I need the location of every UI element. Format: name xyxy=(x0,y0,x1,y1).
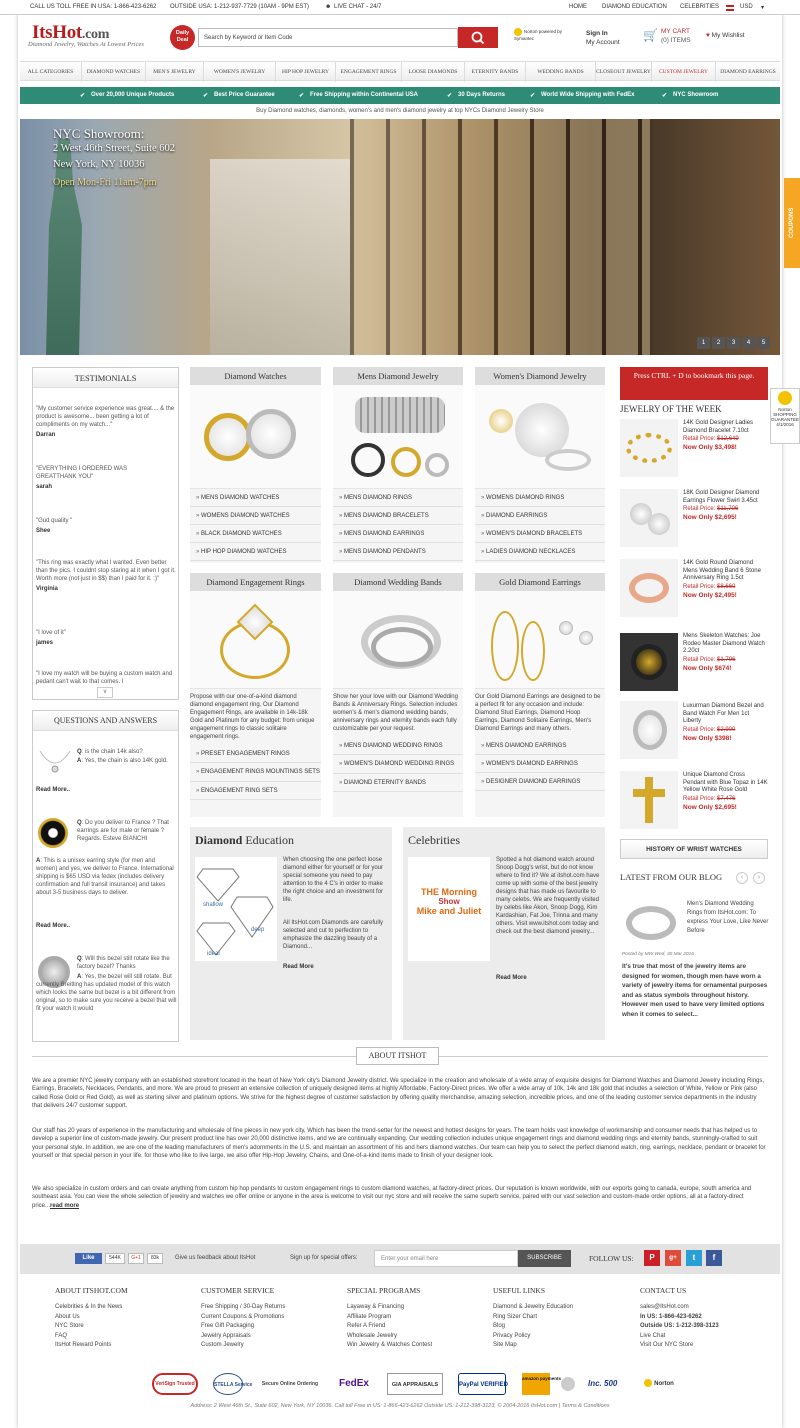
qa-question: Q: Will this bezel still rotate like the factory bezel? Thanks xyxy=(77,956,170,970)
slide-dot-5[interactable]: 5 xyxy=(757,337,770,349)
footer-link[interactable]: ItsHot Reward Points xyxy=(55,1342,112,1348)
stud-earring-image xyxy=(559,621,573,635)
pinterest-icon[interactable]: P xyxy=(644,1250,660,1266)
us-flag-icon xyxy=(726,5,734,11)
testimonial-item: "Gud quality " Shee xyxy=(36,518,73,534)
testimonials-box xyxy=(32,367,179,700)
product-image[interactable] xyxy=(620,701,678,759)
nav-item-closeout[interactable]: CLOSEOUT JEWELRY xyxy=(596,62,652,82)
nav-item-eternity-bands[interactable]: ETERNITY BANDS xyxy=(465,62,526,82)
category-card-wedding-bands xyxy=(333,573,463,817)
slide-dot-4[interactable]: 4 xyxy=(742,337,755,349)
deep-label: deep xyxy=(251,927,265,933)
cart-icon: 🛒 xyxy=(643,28,658,42)
hero-city: New York, NY 10036 xyxy=(53,159,145,170)
diamond-cut-diagram xyxy=(195,857,277,961)
top-link-education[interactable]: DIAMOND EDUCATION xyxy=(602,4,667,10)
card-description: Show her your love with our Diamond Wedding Bands & Anniversary Rings. Selection includes women's & men's diamond wedding bands, anniversary rings and eternity bands each fully customizable per your request. xyxy=(333,694,458,732)
footer-link[interactable]: About Us xyxy=(55,1314,80,1320)
engagement-ring-image[interactable] xyxy=(190,591,321,689)
card-title[interactable]: Diamond Watches xyxy=(190,367,321,385)
currency-select[interactable]: USD xyxy=(740,4,753,10)
bookmark-banner: Press CTRL + D to bookmark this page. xyxy=(620,367,768,400)
mens-jewelry-image[interactable] xyxy=(333,385,463,489)
nav-item-wedding-bands[interactable]: WEDDING BANDS xyxy=(526,62,596,82)
footer-col-title: CUSTOMER SERVICE xyxy=(201,1286,275,1295)
card-link[interactable]: » LADIES DIAMOND NECKLACES xyxy=(475,543,605,561)
footer-link[interactable]: Ring Sizer Chart xyxy=(493,1314,538,1320)
qa-answer: A: Yes, the chain is also 14K gold. xyxy=(77,758,168,764)
about-paragraph: Our staff has 20 years of experience in the manufacturing and wholesale of fine pieces in new york city, Which has been the trend-setter for the newest and hottest designs for years. The team holds vast knowledge of workmanship and consumer needs that has helped us to develop a superior line of custom-made jewelry. Our present product line has over 20,000 distinctive items, and we are continually expanding. Our wedding collection includes unique engagement rings and diamond wedding rings and eternity bands, stunningly-crafted to suit your personal style. In addition, we are one of the leading manufacturers of men's adornments in the U.S. and maintain an assortment of his and hers diamond watches. Our team can help you to select the perfect diamond watch, ring, earrings, necklace, pendant or bracelet for yourself or that special person in your life. for those who like to live large, we also offer Hip-Hop Jewelry, Chains, and One-of-a-kind items made to finish of your designer look. xyxy=(32,1128,766,1159)
about-paragraph: We also specialize in custom orders and can create anything from custom hip hop pendants to custom engagement rings to custom diamond watches, at factory-direct prices. Our reputation is known worldwide, with our exports going to canada, europe, south america and southeast asia. You can view the whole selection of jewelry and watches we offer online or anyone in the area is welcome to visit our nyc store and will receive the same superb service, paired with our vast selection and custom-made order options, all at a factory-direct price...read more xyxy=(32,1186,752,1209)
shallow-label: shallow xyxy=(203,902,224,908)
cart-count: (0) ITEMS xyxy=(661,37,691,44)
slide-dot-1[interactable]: 1 xyxy=(697,337,710,349)
outside-usa-phone[interactable]: OUTSIDE USA: 1-212-937-7729 (10AM - 9PM EST) xyxy=(170,4,310,10)
inc-500-logo: Inc. 500 xyxy=(588,1379,618,1388)
footer-link[interactable]: Wholesale Jewelry xyxy=(347,1333,398,1339)
footer-col-title: USEFUL LINKS xyxy=(493,1286,546,1295)
education-read-more[interactable]: Read More xyxy=(283,964,314,970)
product-retail: Retail Price: $7,476 xyxy=(683,795,736,802)
nav-item-hip-hop[interactable]: HIP HOP JEWELRY xyxy=(276,62,336,82)
footer-link[interactable]: Free Gift Packaging xyxy=(201,1323,255,1329)
hoop-earring-image xyxy=(521,621,545,681)
product-image[interactable] xyxy=(620,419,678,477)
card-link[interactable]: » DIAMOND EARRINGS xyxy=(475,507,605,525)
footer-link[interactable]: Affiliate Program xyxy=(347,1314,392,1320)
footer-email-link[interactable]: sales@ItsHot.com xyxy=(640,1304,689,1310)
product-name[interactable]: 18K Gold Designer Diamond Earrings Flower Swirl 3.45ct xyxy=(683,490,760,504)
tagline: Diamond Jewelry, Watches At Lowest Prices xyxy=(28,41,144,48)
footer-link[interactable]: Jewelry Appraisals xyxy=(201,1333,251,1339)
education-box xyxy=(190,827,392,1040)
usp-item: Free Shipping within Continental USA xyxy=(310,92,418,98)
signup-label: Sign up for special offers: xyxy=(290,1255,358,1261)
follow-us-label: FOLLOW US: xyxy=(589,1254,634,1263)
qa-box xyxy=(32,710,179,1042)
product-item[interactable] xyxy=(683,490,768,521)
twitter-icon[interactable]: t xyxy=(686,1250,702,1266)
coupons-tab[interactable]: COUPONS xyxy=(784,178,800,268)
product-price: Now Only $2,495! xyxy=(683,591,737,599)
silver-ring-image xyxy=(425,453,449,477)
person-icon: ☻ xyxy=(325,4,332,10)
copyright: Address: 2 West 46th St., Suite 602, New York, NY 10036. Call toll Free in US: 1-866-423-6262 Outside US: 1-212-398-3123. © 2004-2016 ItsHot.com | Terms & Conditions xyxy=(190,1403,610,1409)
showroom-shelves-image xyxy=(350,119,650,355)
read-more-link[interactable]: Read More.. xyxy=(36,787,71,793)
category-card-womens-jewelry xyxy=(475,367,605,563)
cross-image xyxy=(645,777,653,823)
product-item[interactable] xyxy=(683,420,768,451)
footer-phone-intl[interactable]: Outside US: 1-212-398-3123 xyxy=(640,1323,719,1329)
hero-address: 2 West 46th Street, Suite 602 xyxy=(53,143,176,154)
footer-phone-us[interactable]: In US: 1-866-423-6262 xyxy=(640,1314,702,1320)
product-price: Now Only $2,695! xyxy=(683,803,737,811)
search-icon xyxy=(458,27,498,48)
nav-item-mens-jewelry[interactable]: MEN'S JEWELRY xyxy=(146,62,204,82)
top-link-home[interactable]: HOME xyxy=(569,4,587,10)
chevron-left-icon[interactable]: ‹ xyxy=(736,872,748,884)
card-link[interactable]: » ENGAGEMENT RINGS MOUNTINGS SETS xyxy=(190,763,321,782)
norton-seal: Norton powered by Symantec xyxy=(514,29,563,41)
footer-link[interactable]: Site Map xyxy=(493,1342,517,1348)
nav-item-diamond-watches[interactable]: DIAMOND WATCHES xyxy=(82,62,146,82)
cross-image xyxy=(633,789,665,797)
footer-live-chat[interactable]: Live Chat xyxy=(640,1333,666,1339)
product-image[interactable] xyxy=(620,771,678,829)
card-link[interactable]: » WOMEN'S DIAMOND BRACELETS xyxy=(475,525,605,543)
gplus-count: 83k xyxy=(147,1253,163,1264)
testimonials-title: TESTIMONIALS xyxy=(33,368,178,388)
blog-thumbnail[interactable] xyxy=(622,896,680,948)
usp-item: 30 Days Returns xyxy=(458,92,506,98)
footer-link[interactable]: Diamond & Jewelry Education xyxy=(493,1304,574,1310)
black-ring-image xyxy=(351,443,385,477)
check-icon: ✔ xyxy=(447,93,453,99)
about-paragraph: We are a premier NYC jewelry company with an established storefront located in the heart of New York city's Diamond Jewelry district. We specialize in the creation and wholesale of a wide array of exquisite designs for Diamond Watches and Diamond Jewelry including Rings, Earrings, Bracelets, Necklaces, Pendants, and more. We are proud to present an extensive collection of uniquely designed items at highly Affordable, Factory-Direct prices. We offer a wide array of 10k, 14k and 18k gold that includes a selection of White, Yellow or Pink (also called Rose Gold or Red Gold), as well as sterling silver and platinum options. We strive for the highest degree of customer satisfaction by offering quality merchandise, amazing selection, incredible prices, and one of the leading customer service departments in the industry that delivers 24/7 customer support. xyxy=(32,1078,765,1109)
card-link[interactable]: » DIAMOND ETERNITY BANDS xyxy=(333,774,463,792)
product-price: Now Only $3,498! xyxy=(683,444,737,451)
nav-item-all-categories[interactable]: ALL CATEGORIES xyxy=(20,62,82,82)
product-item[interactable] xyxy=(683,560,768,599)
heart-icon: ♥ xyxy=(706,32,710,39)
product-retail: Retail Price: $11,706 xyxy=(683,506,739,512)
top-bar xyxy=(0,0,800,15)
morning-show-logo: THE Morning Show Mike and Juliet xyxy=(408,857,490,961)
band-small-image xyxy=(371,627,433,667)
card-link[interactable]: » ENGAGEMENT RING SETS xyxy=(190,782,321,800)
blog-excerpt: It's true that most of the jewelry items are designed for women, though men have worn a variety of jewelry items for ornamental purposes and as status symbols throughout history. However men used to have very limited options when it comes to select... xyxy=(622,963,768,1018)
facebook-like-button[interactable]: Like xyxy=(75,1253,102,1264)
card-description: Our Gold Diamond Earrings are designed to be a perfect fit for any occasion and include: Diamond Stud Earrings, Diamond Hoop Earrings, Diamond Solitaire Earrings, Men's Diamond Earrings and many others. xyxy=(475,694,601,732)
bracelet-image xyxy=(355,397,445,433)
product-price: Now Only $398! xyxy=(683,734,732,742)
card-link[interactable]: » WOMENS DIAMOND WATCHES xyxy=(190,507,321,525)
usp-item: World Wide Shipping with FedEx xyxy=(541,92,635,98)
nav-item-loose-diamonds[interactable]: LOOSE DIAMONDS xyxy=(402,62,465,82)
celebrities-box xyxy=(403,827,605,1040)
wishlist-label: My Wishlist xyxy=(711,32,745,39)
product-item[interactable] xyxy=(683,703,768,742)
card-link[interactable]: » MENS DIAMOND BRACELETS xyxy=(333,507,463,525)
fedex-logo: FedEx xyxy=(338,1378,369,1389)
card-link[interactable]: » MENS DIAMOND EARRINGS xyxy=(333,525,463,543)
check-icon: ✔ xyxy=(80,93,86,99)
paypal-verified-seal[interactable]: PayPal VERIFIED xyxy=(458,1373,506,1395)
card-link[interactable]: » HIP HOP DIAMOND WATCHES xyxy=(190,543,321,561)
statue-of-liberty-image xyxy=(34,139,94,355)
footer-link[interactable]: NYC Store xyxy=(55,1323,84,1329)
feedback-link[interactable]: Give us feedback about ItsHot xyxy=(175,1255,256,1261)
footer-col-title: CONTACT US xyxy=(640,1286,687,1295)
qa-answer: A: This is a unisex earring style (for men and women) and yes, we deliver to France. International shipping is $65 USD via fedex (includes delivery confirmation and full transit insurance) and takes about 3-5 business days to deliver. xyxy=(36,858,174,896)
blog-meta: Posted by MW Wed, 30 Mar 2016 xyxy=(622,952,694,957)
product-retail: Retail Price: $2,900 xyxy=(683,726,736,733)
testimonial-item: "I love my watch will be buying a custom watch and pedant can't wait to that comes. I xyxy=(36,671,173,685)
skeleton-watch-image xyxy=(631,644,667,680)
footer-link[interactable]: Custom Jewelry xyxy=(201,1342,244,1348)
usp-item: Over 20,000 Unique Products xyxy=(91,92,175,98)
blog-post-title[interactable]: Men's Diamond Wedding Rings from ItsHot.com: To express Your Love, Like Never Before xyxy=(687,901,769,934)
qa-title: QUESTIONS AND ANSWERS xyxy=(33,711,178,731)
facebook-icon[interactable]: f xyxy=(706,1250,722,1266)
testimonial-item: "My customer service experience was great.... & the product is awesome... been getting a lot of compliments on my watch..." Darran xyxy=(36,406,175,438)
celebrities-text: Spotted a hot diamond watch around Snoop Dogg's wrist, but do not know where to find it? We at itshot.com have come up with some of the best jewelry designs that has made us favourite to many celebs. We are frequently visited by celebs like Akon, Snoop Dogg, Kim Kardashian, Fat Joe, Trinna and many others. Visit www.itshot.com today and check out the best diamond jewelry... xyxy=(496,857,600,935)
main-nav xyxy=(20,61,780,81)
footer-link[interactable]: Privacy Policy xyxy=(493,1333,531,1339)
check-icon: ✔ xyxy=(662,93,668,99)
card-link[interactable]: » PRESET ENGAGEMENT RINGS xyxy=(190,745,321,763)
chevron-down-icon: ▾ xyxy=(761,5,765,11)
gold-ring-image xyxy=(391,447,421,477)
bracelet-image xyxy=(626,433,672,463)
footer-link[interactable]: Blog xyxy=(493,1323,506,1329)
product-name[interactable]: Luxurman Diamond Bezel and Band Watch For Men 1ct Liberty xyxy=(683,703,764,724)
watch-display-image xyxy=(652,119,780,355)
necklace-thumbnail xyxy=(36,747,74,777)
check-icon: ✔ xyxy=(203,93,209,99)
watches-image[interactable] xyxy=(190,385,321,489)
card-link[interactable]: » WOMEN'S DIAMOND WEDDING RINGS xyxy=(333,755,463,774)
card-link[interactable]: » WOMENS DIAMOND RINGS xyxy=(475,489,605,507)
footer-link[interactable]: Refer A Friend xyxy=(347,1323,386,1329)
search-input[interactable]: Search by Keyword or Item Code xyxy=(198,28,458,47)
gia-appraisals-seal[interactable]: GIA APPRAISALS xyxy=(387,1373,443,1395)
chevron-right-icon[interactable]: › xyxy=(753,872,765,884)
education-text: All ItsHot.com Diamonds are carefully selected and cut to perfection to emphasize the dazzling beauty of a Diamond... xyxy=(283,920,384,950)
footer-col-title: SPECIAL PROGRAMS xyxy=(347,1286,421,1295)
product-name[interactable]: 14K Gold Round Diamond Mens Wedding Band 6 Stone Anniversary Ring 1.5ct xyxy=(683,560,761,581)
check-icon: ✔ xyxy=(530,93,536,99)
product-price: Now Only $674! xyxy=(683,664,732,672)
product-item[interactable] xyxy=(683,633,768,672)
education-title[interactable]: Diamond Education xyxy=(195,833,294,847)
footer-link[interactable]: Free Shipping / 30-Day Returns xyxy=(201,1304,286,1310)
wedding-band-image[interactable] xyxy=(333,591,463,689)
display-case-image xyxy=(210,159,350,355)
norton-guarantee-badge[interactable]: Norton SHOPPING GUARANTEE 4/1/2016 xyxy=(770,388,800,444)
usp-item[interactable]: NYC Showroom xyxy=(673,92,719,98)
live-chat-link[interactable]: LIVE CHAT - 24/7 xyxy=(334,4,382,10)
cart-label: MY CART xyxy=(661,28,691,35)
card-link[interactable]: » MENS DIAMOND WATCHES xyxy=(190,489,321,507)
product-retail: Retail Price: $12,649 xyxy=(683,436,739,442)
product-image[interactable] xyxy=(620,559,678,617)
top-link-celebrities[interactable]: CELEBRITIES xyxy=(680,4,720,10)
product-price: Now Only $2,695! xyxy=(683,514,737,521)
footer-visit-store[interactable]: Visit Our NYC Store xyxy=(640,1342,694,1348)
norton-check-icon xyxy=(514,28,522,36)
footer-link[interactable]: Win Jewelry & Watches Contest xyxy=(347,1342,433,1348)
testimonial-item: "This ring was exactly what I wanted. Even better than the pics. I couldnt stop staring at it when I got it. Worth more (not just in $$) than I paid for it. :)" Virginia xyxy=(36,560,176,592)
card-link[interactable]: » WOMEN'S DIAMOND EARRINGS xyxy=(475,755,605,773)
card-title[interactable]: Gold Diamond Earrings xyxy=(475,573,605,591)
testimonial-item: "I love of it" james xyxy=(36,630,66,646)
card-title[interactable]: Diamond Engagement Rings xyxy=(190,573,321,591)
silver-watch-image xyxy=(633,710,667,750)
education-text: When choosing the one perfect loose diamond either for yourself or for your special someone you need to pay attention to the 4 C's in order to make the right choice and an investment for life. xyxy=(283,857,384,903)
hero-hours: Open Mon-Fri 11am-7pm xyxy=(53,177,157,188)
slide-dot-2[interactable]: 2 xyxy=(712,337,725,349)
rss-icon[interactable] xyxy=(561,1377,575,1391)
verisign-seal[interactable]: VeriSign Trusted xyxy=(152,1373,198,1395)
like-count: 544K xyxy=(105,1253,125,1264)
search-button[interactable] xyxy=(458,27,498,48)
footer-link[interactable]: Celebrities & In the News xyxy=(55,1304,123,1310)
silver-band-image xyxy=(545,449,591,471)
check-icon: ✔ xyxy=(299,93,305,99)
nav-item-custom-jewelry[interactable]: CUSTOM JEWELRY xyxy=(652,62,716,82)
earring-image xyxy=(648,513,670,535)
card-description: Propose with our one-of-a-kind diamond diamond engagement ring. Our Diamond Engagement Rings, are available in 14k-18k Gold and Platinum for any budget: from unique engagement rings to classic solitaire engagement rings. xyxy=(190,694,315,740)
product-image[interactable] xyxy=(620,633,678,691)
wedding-ring-image xyxy=(626,906,676,940)
google-plus-one-button[interactable]: G+1 xyxy=(128,1253,144,1264)
scroll-down-icon[interactable]: ∨ xyxy=(97,687,113,698)
qa-question: Q: Do you deliver to France ? That earrings are for male or female ? Regards. Esteve BIANCHI xyxy=(77,820,169,842)
category-card-diamond-watches xyxy=(190,367,321,563)
stella-service-seal[interactable]: STELLA Service xyxy=(213,1373,243,1395)
history-of-watches-button[interactable]: HISTORY OF WRIST WATCHES xyxy=(620,839,768,859)
subscribe-button[interactable]: SUBSCRIBE xyxy=(518,1250,571,1267)
qa-question: Q: is the chain 14k also? xyxy=(77,749,143,755)
gold-earrings-image[interactable] xyxy=(475,591,605,689)
email-field[interactable]: Enter your email here xyxy=(374,1250,518,1267)
silver-watch-image xyxy=(246,409,296,459)
rose-gold-band-image xyxy=(629,573,669,603)
sub-headline: Buy Diamond watches, diamonds, women's and men's diamond jewelry at top NYCs Diamond Jewelry Store xyxy=(256,108,544,114)
ideal-label: ideal xyxy=(207,951,220,957)
norton-check-icon xyxy=(778,391,792,405)
womens-jewelry-image[interactable] xyxy=(475,385,605,489)
product-name[interactable]: Mens Skeleton Watches: Joe Rodeo Master Diamond Watch 2.20ct xyxy=(683,633,765,654)
stud-earring-image xyxy=(579,631,593,645)
google-plus-icon[interactable]: g+ xyxy=(665,1250,681,1266)
footer-col-title: ABOUT ITSHOT.COM xyxy=(55,1286,128,1295)
qa-answer: A: Yes, the bezel will still rotate. But currently Breitling has updated model of this watch which looks the same but bezel is a bit different from original, so to make sure you receive a bezel that will fit your watch it would xyxy=(36,974,177,1012)
read-more-link[interactable]: Read More.. xyxy=(36,923,71,929)
usp-bar xyxy=(20,87,780,104)
hero-banner[interactable] xyxy=(20,119,780,355)
category-card-mens-jewelry xyxy=(333,367,463,563)
flower-earring-image xyxy=(489,409,513,433)
nav-item-diamond-earrings[interactable]: DIAMOND EARRINGS xyxy=(720,69,776,75)
secure-ordering-seal: Secure Online Ordering xyxy=(261,1381,319,1387)
logo-text: ItsHot xyxy=(32,22,82,43)
celebrities-title[interactable]: Celebrities xyxy=(408,833,460,847)
product-retail: Retail Price: $1,796 xyxy=(683,656,736,663)
hoop-earring-image xyxy=(491,611,519,681)
product-name[interactable]: Unique Diamond Cross Pendant with Blue Topaz in 14K Yellow White Rose Gold xyxy=(683,772,768,793)
usp-item: Best Price Guarantee xyxy=(214,92,275,98)
norton-check-icon xyxy=(644,1379,652,1387)
testimonial-item: "EVERYTHING I ORDERED WAS GREATTHANK YOU" sarah xyxy=(36,466,128,490)
jewelry-of-week-title: JEWELRY OF THE WEEK xyxy=(620,404,722,414)
account-block[interactable] xyxy=(586,29,620,47)
card-title[interactable]: Mens Diamond Jewelry xyxy=(333,367,463,385)
card-link[interactable]: » MENS DIAMOND EARRINGS xyxy=(475,737,605,755)
product-name[interactable]: 14K Gold Designer Ladies Diamond Bracelet 7.10ct xyxy=(683,420,754,434)
product-item[interactable] xyxy=(683,772,768,811)
card-link[interactable]: » MENS DIAMOND PENDANTS xyxy=(333,543,463,561)
product-image[interactable] xyxy=(620,489,678,547)
toll-free-phone[interactable]: CALL US TOLL FREE IN USA: 1-866-423-6262 xyxy=(30,4,157,10)
hero-title: NYC Showroom: xyxy=(53,126,145,141)
category-card-engagement-rings xyxy=(190,573,321,817)
nav-item-engagement-rings[interactable]: ENGAGEMENT RINGS xyxy=(336,62,402,82)
card-link[interactable]: » DESIGNER DIAMOND EARRINGS xyxy=(475,773,605,791)
gold-watch-image xyxy=(204,413,252,461)
cart-block[interactable] xyxy=(661,27,691,45)
logo-suffix: .com xyxy=(81,27,110,42)
product-retail: Retail Price: $8,660 xyxy=(683,583,736,590)
category-card-gold-earrings xyxy=(475,573,605,817)
card-title[interactable]: Women's Diamond Jewelry xyxy=(475,367,605,385)
daily-deal-badge[interactable]: Daily Deal xyxy=(170,25,195,50)
slide-dot-3[interactable]: 3 xyxy=(727,337,740,349)
card-link[interactable]: » MENS DIAMOND RINGS xyxy=(333,489,463,507)
blog-title: LATEST FROM OUR BLOG xyxy=(620,872,723,882)
card-title[interactable]: Diamond Wedding Bands xyxy=(333,573,463,591)
norton-footer-seal[interactable]: Norton xyxy=(633,1373,685,1395)
amazon-payments-logo: amazon payments xyxy=(522,1373,550,1395)
earring-thumbnail xyxy=(38,818,68,848)
about-title: ABOUT ITSHOT xyxy=(356,1047,439,1065)
footer-link[interactable]: FAQ xyxy=(55,1333,68,1339)
footer-link[interactable]: Current Coupons & Promotions xyxy=(201,1314,285,1320)
card-link[interactable]: » MENS DIAMOND WEDDING RINGS xyxy=(333,737,463,755)
sign-in-link[interactable]: Sign In xyxy=(586,30,608,37)
footer-link[interactable]: Layaway & Financing xyxy=(347,1304,405,1310)
nav-item-womens-jewelry[interactable]: WOMEN'S JEWELRY xyxy=(204,62,276,82)
card-link[interactable]: » BLACK DIAMOND WATCHES xyxy=(190,525,321,543)
my-account-link[interactable]: My Account xyxy=(586,39,620,46)
wishlist-link[interactable] xyxy=(706,32,745,39)
about-read-more[interactable]: read more xyxy=(50,1202,80,1209)
celebrities-read-more[interactable]: Read More xyxy=(496,975,527,981)
